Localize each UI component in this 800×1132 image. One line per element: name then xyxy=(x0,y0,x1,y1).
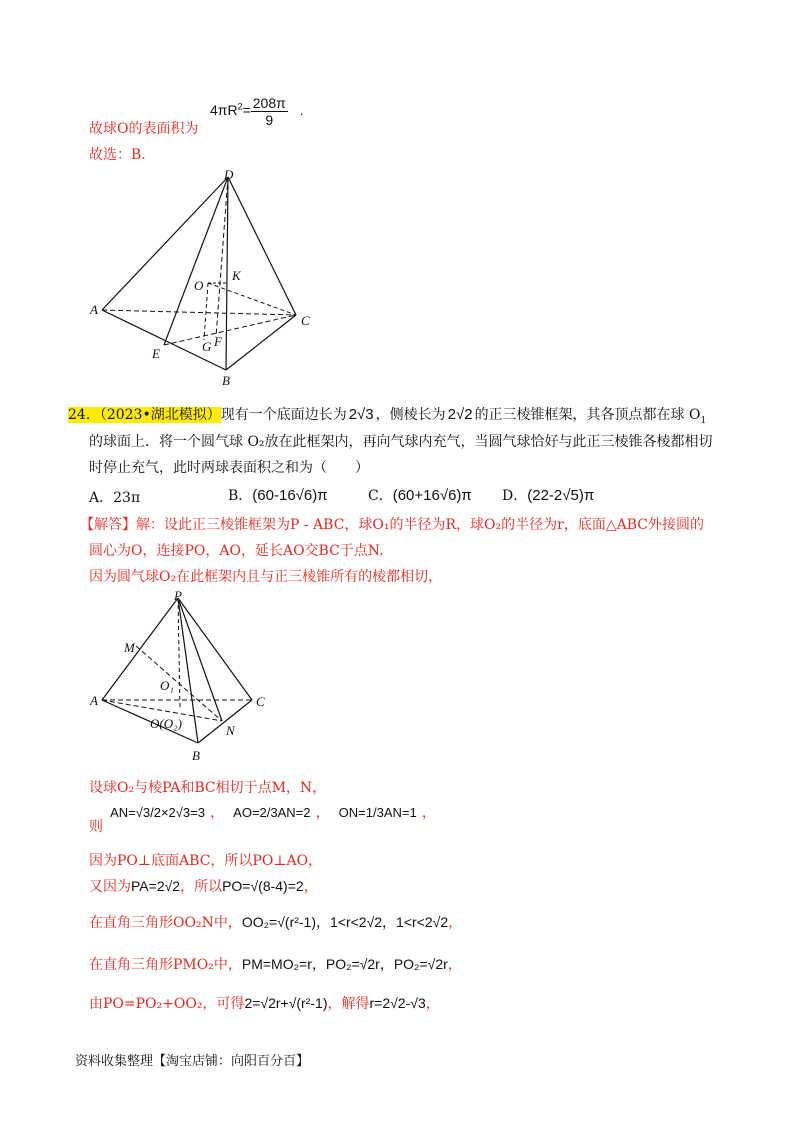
solution-line3: 因为圆气球O₂在此框架内且与正三棱锥所有的棱都相切， xyxy=(89,569,443,585)
choose-line: 故选：B. xyxy=(89,147,146,163)
surface-area-line xyxy=(89,118,198,138)
pyramid-figure-2 xyxy=(88,588,288,768)
formula-eq: = xyxy=(242,102,251,119)
question-number: 24．（2023•湖北模拟） xyxy=(68,407,221,423)
label-P: P xyxy=(174,588,182,603)
label-C: C xyxy=(256,694,265,709)
option-b[interactable] xyxy=(228,485,328,505)
label-O1: O₁ xyxy=(160,678,174,693)
label-B: B xyxy=(192,748,200,763)
line9-prefix: 在直角三角形PMO₂中， xyxy=(89,957,242,973)
question-source: （2023•湖北模拟） xyxy=(99,407,221,423)
option-c[interactable] xyxy=(368,485,472,505)
solution-line1-text: 解：设此正三棱锥框架为P - ABC，球O₁的半径为R，球O₂的半径为r，底面△ABC外接圆的 xyxy=(136,517,704,533)
line10-mid: ，解得 xyxy=(327,996,370,1012)
formula-lhs: 4πR xyxy=(210,102,238,119)
option-a-label: A． xyxy=(89,490,114,506)
solution-line6: 因为PO⊥底面ABC，所以PO⊥AO， xyxy=(89,853,323,869)
solution-line9: 在直角三角形PMO₂中，PM=MO₂=r，PO₂=√2r，PO₂=√2r， xyxy=(89,956,462,973)
option-a-value: 23π xyxy=(113,490,141,506)
question-stem-a: 现有一个底面边长为 xyxy=(220,407,347,423)
ze: 则 xyxy=(89,819,103,835)
label-B: B xyxy=(222,373,230,388)
label-K: K xyxy=(232,268,241,283)
formula-num: 208π xyxy=(252,95,286,111)
line7-mid: ，所以 xyxy=(180,879,223,895)
option-b-label: B． xyxy=(228,488,253,504)
formula-exp: 2 xyxy=(237,101,243,112)
solution-line8: 在直角三角形OO₂N中，OO₂=√(r²-1)，1<r<2√2，1<r<2√2， xyxy=(89,914,463,931)
line10-result: r=2√2-√3 xyxy=(369,995,426,1011)
label-N: N xyxy=(226,723,235,738)
solution-formula-line: 则 AN=√3/2×2√3=3 ， AO=2/3AN=2 ， ON=1/3AN=1 ， xyxy=(89,805,436,835)
solution-line4: 设球O₂与棱PA和BC相切于点M，N， xyxy=(89,780,327,796)
line8-prefix: 在直角三角形OO₂N中， xyxy=(89,915,242,931)
option-a[interactable] xyxy=(89,487,140,507)
label-F: F xyxy=(214,334,222,349)
label-O: O xyxy=(194,278,204,293)
option-b-value: (60-16√6)π xyxy=(252,487,328,504)
question-24-line1 xyxy=(68,404,706,426)
line9-formula: PM=MO₂=r，PO₂=√2r，PO₂=√2r xyxy=(241,956,448,972)
solution-line10: 由PO=PO₂+OO₂，可得2=√2r+√(r²-1)，解得r=2√2-√3， xyxy=(89,995,440,1012)
option-c-label: C． xyxy=(368,488,393,504)
line8-formula: OO₂=√(r²-1)，1<r<2√2，1<r<2√2 xyxy=(241,914,449,930)
surface-area-prefix: 故球O的表面积为 xyxy=(89,121,199,137)
formula-den: 9 xyxy=(265,112,274,128)
label-O-O2: O(O₂) xyxy=(150,716,182,731)
label-D: D xyxy=(224,167,234,182)
line7-pa: PA=2√2 xyxy=(131,878,181,894)
question-stem-b: ，侧棱长为 xyxy=(375,407,446,423)
question-stem-c: 的正三棱锥框架，其各顶点都在球 O xyxy=(474,407,701,423)
solution-line7: 又因为PA=2√2，所以PO=√(8-4)=2， xyxy=(89,878,318,895)
formula-frac xyxy=(251,96,288,127)
option-d-value: (22-2√5)π xyxy=(527,487,595,504)
solution-tag: 【解答】 xyxy=(80,517,136,533)
ao-formula: AO=2/3AN=2 xyxy=(233,805,311,820)
option-d-label: D． xyxy=(502,488,528,504)
question-24-line3: 时停止充气，此时两球表面积之和为（ ） xyxy=(89,460,369,476)
label-G: G xyxy=(202,339,212,354)
line7-po: PO=√(8-4)=2 xyxy=(222,878,304,894)
solution-line2: 圆心为O，连接PO，AO，延长AO交BC于点N. xyxy=(89,543,384,559)
side-edge: 2√2 xyxy=(447,406,473,423)
on-formula: ON=1/3AN=1 xyxy=(338,805,417,820)
option-c-value: (60+16√6)π xyxy=(392,487,472,504)
label-E: E xyxy=(152,346,160,361)
base-edge: 2√3 xyxy=(348,406,374,423)
formula-tail: . xyxy=(299,102,304,119)
question-24-line2: 的球面上．将一个圆气球 O₂放在此框架内，再向气球内充气，当圆气球恰好与此正三棱锥各棱都相切 xyxy=(89,434,713,450)
option-d[interactable] xyxy=(502,485,594,505)
label-C: C xyxy=(301,313,310,328)
label-A: A xyxy=(90,693,98,708)
line10-formula: 2=√2r+√(r²-1) xyxy=(244,995,328,1011)
an-formula: AN=√3/2×2√3=3 xyxy=(110,805,205,820)
solution-line1 xyxy=(80,514,704,534)
question-stem-c-sub: 1 xyxy=(700,415,707,426)
footer-text: 资料收集整理【淘宝店铺：向阳百分百】 xyxy=(75,1054,310,1069)
surface-area-formula xyxy=(210,96,304,127)
pyramid-figure-1 xyxy=(88,165,328,390)
line10-prefix: 由PO=PO₂+OO₂，可得 xyxy=(89,996,245,1012)
label-A: A xyxy=(90,302,98,317)
label-M: M xyxy=(124,640,135,655)
line7-prefix: 又因为 xyxy=(89,879,131,895)
